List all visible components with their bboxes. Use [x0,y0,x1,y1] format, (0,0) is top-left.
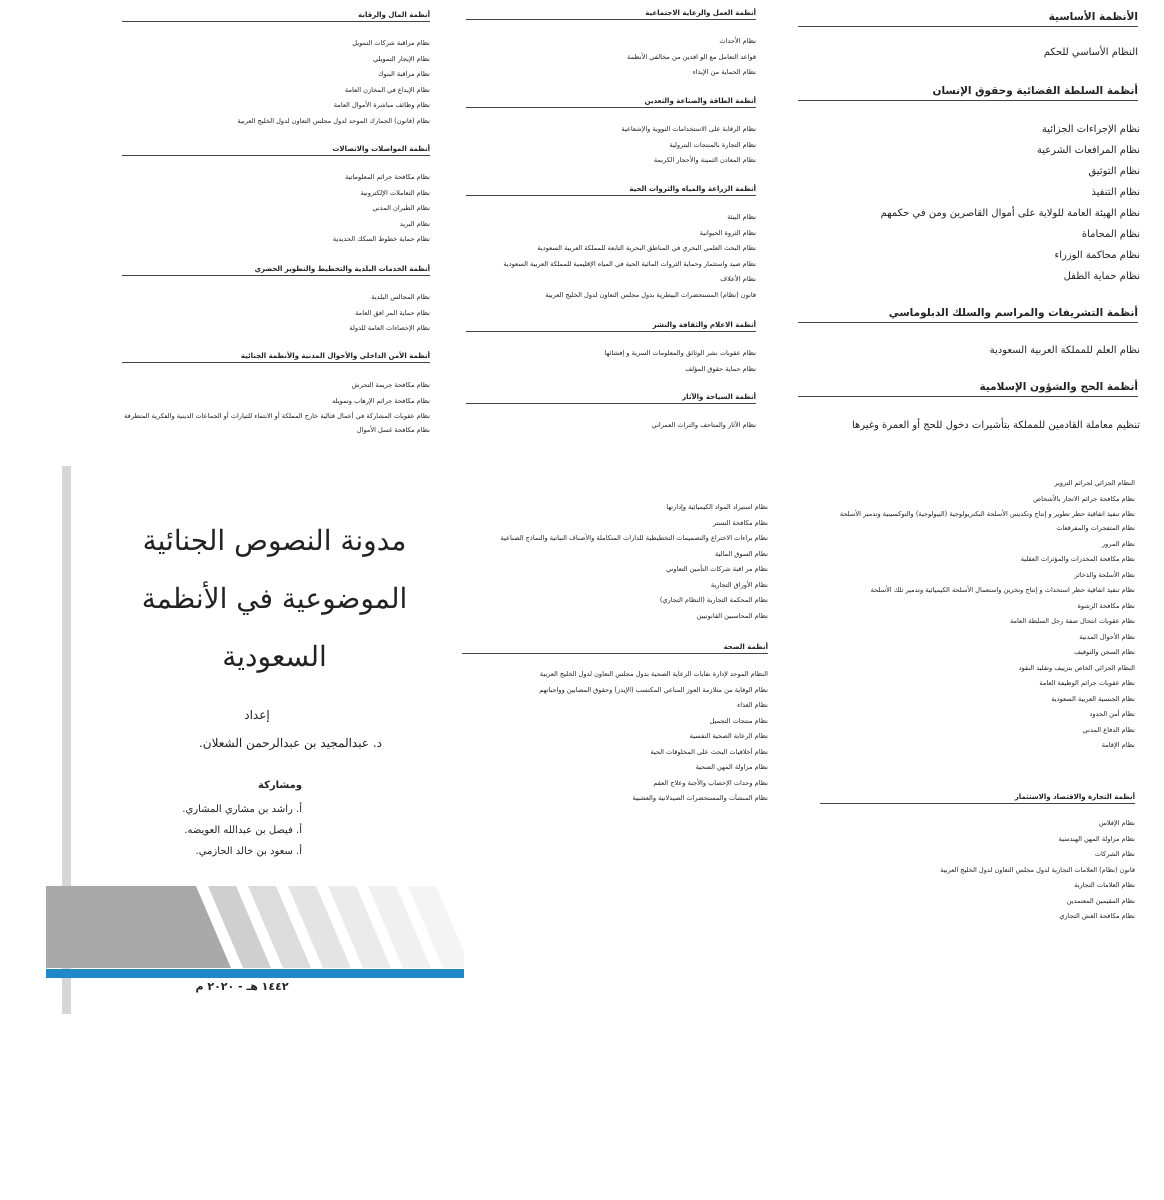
list-item: قواعد التعامل مع الو افدين من مخالفي الأنظمة [627,52,756,61]
list-item: نظام تنفيذ اتفاقية حظر تطوير و إنتاج وتكديس الأسلحة البكتريولوجية (البيولوجية) والتوكسينية وتدمير الأسلحة [839,510,1135,518]
list-item: نظام المنشآت والمستحضرات الصيدلانية والعشبية [632,794,768,802]
list-item: نظام مكافحة جريمة التحرش [351,381,430,389]
list-item: نظام العلامات التجارية [1074,881,1135,889]
section-heading-tourism: أنظمة السياحة والآثار [466,392,756,404]
list-item: نظام البحث العلمي البحري في المناطق البحرية التابعة للمملكة العربية السعودية [537,244,756,252]
list-tourism [466,418,756,434]
list-item: نظام صيد واستثمار وحماية الثروات المائية الحية في المياه الإقليمية للمملكة العربية السعودية [503,259,756,268]
section-heading-labor: أنظمة العمل والرعاية الاجتماعية [466,8,756,20]
list-trade [808,816,1135,925]
list-hajj [798,415,1140,436]
list-item: نظام حماية خطوط السكك الحديدية [332,235,430,243]
list-item: نظام أمن الحدود [1089,710,1135,718]
prepared-by-label: إعداد [244,708,270,722]
list-item: نظام مكافحة جرائم الاتجار بالأشخاص [1033,494,1135,503]
list-misc [460,500,768,624]
list-protocol [798,340,1140,361]
cover-stripe-band [46,886,464,968]
section-heading-interior: أنظمة الأمن الداخلي والأحوال المدنية والأنظمة الجنائية [122,351,430,363]
list-item: نظام المرافعات الشرعية [1036,145,1140,156]
list-item: نظام مراقبة البنوك [378,70,430,78]
list-item: نظام الأحداث [719,37,756,45]
list-item: نظام الطيران المدني [372,204,430,212]
list-item: نظام الثروة الحيوانية [699,228,756,237]
list-item: نظام مكافحة الغش التجاري [1059,912,1135,920]
list-item: نظام مكافحة جرائم الإرهاب وتمويله [332,396,430,405]
list-item: نظام الإجراءات الجزائية [1041,124,1140,135]
list-item: نظام منتجات التجميل [709,716,768,725]
list-item: نظام الهيئة العامة للولاية على أموال القاصرين ومن في حكمهم [880,208,1140,219]
list-item: نظام وظائف مباشرة الأموال العامة [333,101,430,109]
list-energy [466,122,756,169]
list-item: نظام المجالس البلدية [371,293,430,301]
list-item: نظام الرقابة على الاستخدامات النووية والإشعاعية [621,125,756,133]
list-item: نظام الحماية من الإيذاء [692,68,756,76]
list-item: نظام مر اقبة شركات التأمين التعاوني [666,565,768,573]
list-item: نظام مكافحة الرشوة [1077,601,1135,610]
list-item: نظام عقوبات نشر الوثائق والمعلومات السرية و إفشائها [604,349,756,357]
list-labor [466,34,756,81]
list-item: نظام المعادن الثمينة والأحجار الكريمة [653,156,756,164]
book-title-line: الموضوعية في الأنظمة [141,582,408,615]
list-item: نظام المقيمين المعتمدين [1066,896,1135,905]
section-heading-transport: أنظمة المواصلات والاتصالات [122,144,430,156]
cover-accent-bar [46,969,464,978]
list-item: نظام المحاسبين القانونيين [696,611,768,620]
list-item: نظام مكافحة جرائم المعلوماتية [345,173,430,181]
list-item: النظام الجزائي لجرائم التزوير [1054,479,1135,487]
list-item: نظام مكافحة غسل الأموال [356,426,430,434]
list-item: نظام عقوبات المشاركة في أعمال قتالية خارج المملكة أو الانتماء للتيارات أو الجماعات الدينية والفكرية المتطرفة [124,412,430,420]
list-item: نظام أخلاقيات البحث على المخلوقات الحية [650,747,768,756]
list-item: نظام السجن والتوقيف [1074,648,1135,656]
author-name: د. عبدالمجيد بن عبدالرحمن الشعلان. [198,736,382,750]
list-item: نظام الإفلاس [1098,819,1135,827]
list-item: نظام الإيداع في المخازن العامة [344,85,430,94]
list-item: نظام مراقبة شركات التمويل [352,39,430,47]
list-item: نظام التوثيق [1088,166,1140,177]
list-item: قانون (نظام) العلامات التجارية لدول مجلس التعاون لدول الخليج العربية [940,865,1135,874]
list-item: نظام حماية حقوق المؤلف [685,364,756,373]
list-item: النظام الموحد لإدارة نفايات الرعاية الصحية بدول مجلس التعاون لدول الخليج العربية [539,670,768,678]
participant-name: أ. سعود بن خالد الحازمي. [195,846,302,857]
list-item: نظام الآثار والمتاحف والتراث العمراني [651,421,756,429]
list-item: نظام مزاولة المهن الصحية [695,763,768,771]
section-heading-media: أنظمة الاعلام والثقافة والنشر [466,320,756,332]
list-item: نظام تنفيذ اتفاقية حظر استحداث و إنتاج وتخزين واستعمال الأسلحة الكيميائية وتدمير تلك الأسلحة [870,586,1135,594]
list-item: نظام محاكمة الوزراء [1054,250,1140,261]
section-heading-finance: أنظمة المال والرقابة [122,10,430,22]
list-item: نظام وحدات الإخصاب والأجنة وعلاج العقم [653,778,768,787]
list-item: تنظيم معاملة القادمين للمملكة بتأشيرات دخول للحج أو العمرة وغيرها [851,420,1140,431]
list-item: نظام الدفاع المدني [1082,725,1135,734]
list-item: قانون (نظام) المستحضرات البيطرية بدول مجلس التعاون لدول الخليج العربية [545,290,756,299]
list-item: نظام استيراد المواد الكيميائية وإدارتها [666,503,768,511]
list-item: نظام العلم للمملكة العربية السعودية [989,345,1140,356]
list-item: نظام البريد [399,219,430,228]
list-item: نظام البيئة [727,213,756,221]
cover-stripes-graphic [46,886,464,968]
list-interior [122,378,430,439]
list-item: نظام حماية المر افق العامة [355,308,430,317]
section-heading-agri: أنظمة الزراعة والمياه والثروات الحية [466,184,756,196]
list-item: نظام براءات الاختراع والتصميمات التخطيطية للدارات المتكاملة والأصناف النباتية والنماذج الصناعية [500,534,768,542]
book-title-line: مدونة النصوص الجنائية [142,524,407,557]
list-agri [466,210,756,303]
list-item: نظام المحاماة [1081,229,1140,240]
section-heading-protocol: أنظمة التشريفات والمراسم والسلك الدبلوماسي [798,306,1138,323]
section-heading-hajj: أنظمة الحج والشؤون الإسلامية [798,380,1138,397]
list-item: نظام التعاملات الإلكترونية [360,188,430,197]
section-heading-judicial: أنظمة السلطة القضائية وحقوق الإنسان [798,84,1138,101]
list-item: نظام المرور [1101,539,1135,548]
list-item: نظام الإقامة [1101,741,1135,749]
list-item: نظام عقوبات جرائم الوظيفة العامة [1039,679,1135,687]
book-title-line: السعودية [222,640,327,673]
list-item: نظام الوقاية من متلازمة العوز المناعي المكتسب (الإيدز) وحقوق المصابين وواجباتهم [539,685,768,694]
list-transport [122,170,430,248]
list-item: نظام الرعاية الصحية النفسية [689,732,768,740]
list-item: نظام حماية الطفل [1063,271,1140,282]
list-item: نظام (قانون) الجمارك الموحد لدول مجلس التعاون لدول الخليج العربية [237,116,430,125]
list-item: نظام مزاولة المهن الهندسية [1058,834,1135,843]
list-item: نظام المحكمة التجارية (النظام التجاري) [659,596,768,604]
list-judicial [798,119,1140,287]
list-item: نظام الإحصاءات العامة للدولة [349,324,430,332]
list-item: نظام الإيجار التمويلي [373,54,430,63]
list-item: نظام التنفيذ [1091,187,1140,198]
list-item: نظام السوق المالية [715,549,768,558]
list-security [808,476,1135,754]
list-basic [798,42,1138,63]
list-item: نظام الأسلحة والذخائر [1074,570,1135,579]
section-heading-trade: أنظمة التجارة والاقتصاد والاستثمار [820,792,1135,804]
list-item: نظام الجنسية العربية السعودية [1051,694,1135,703]
list-municipal [122,290,430,337]
list-item: نظام عقوبات انتحال صفة رجل السلطة العامة [1009,617,1135,625]
list-item: نظام مكافحة المخدرات والمؤثرات العقلية [1020,555,1135,563]
list-health [460,667,768,807]
participant-name: أ. فيصل بن عبدالله العويضه. [184,825,302,836]
list-item: نظام التجارة بالمنتجات البترولية [669,140,756,149]
list-item: نظام الغذاء [737,701,768,709]
list-item: نظام الشركات [1094,850,1135,858]
list-item: نظام مكافحة التستر [713,518,768,527]
book-cover [62,466,464,1014]
participant-name: أ. راشد بن مشاري المشاري. [182,804,302,815]
list-media [466,346,756,377]
section-heading-municipal: أنظمة الخدمات البلدية والتخطيط والتطوير الحضري [122,264,430,276]
publication-date: ١٤٤٢ هـ - ٢٠٢٠ م [195,980,289,993]
participants-list [122,799,302,862]
section-heading-basic: الأنظمة الأساسية [798,10,1138,27]
book-title [102,512,447,686]
section-heading-health: أنظمة الصحة [462,642,768,654]
list-item: نظام الأوراق التجارية [710,580,768,589]
list-item: نظام المتفجرات والمفرقعات [1056,524,1135,532]
participation-label: ومشاركة [258,780,302,791]
section-heading-energy: أنظمة الطاقة والصناعة والتعدين [466,96,756,108]
list-item: نظام الأحوال المدنية [1079,632,1135,641]
list-item: النظام الأساسي للحكم [1043,47,1138,58]
list-finance [122,36,430,129]
list-item: نظام الأعلاف [720,275,756,283]
list-item: النظام الجزائي الخاص بتزييف وتقليد النقود [1018,663,1135,672]
